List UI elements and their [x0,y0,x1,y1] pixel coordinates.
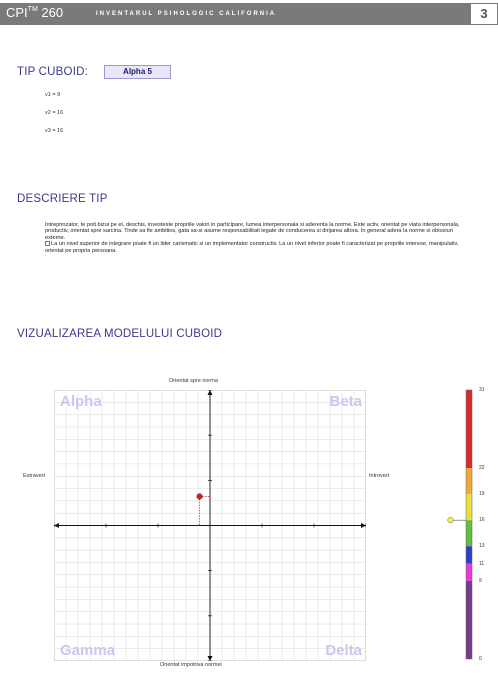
axis-top-label: Orientat spre norma [169,378,218,384]
scale-tick-label: 13 [479,543,485,550]
scale-tick-label: 9 [479,577,482,584]
tip-cuboid-title: TIP CUBOID: [17,66,88,78]
scale-marker [448,517,454,523]
cuboid-chart-svg [54,390,366,661]
scale-band [466,546,472,563]
vizualizare-title: VIZUALIZAREA MODELULUI CUBOID [17,328,223,340]
scale-tick-label: 16 [479,517,485,524]
quadrant-alpha: Alpha [60,393,102,410]
arrow-left-icon [54,523,59,528]
cuboid-chart [54,390,366,661]
scale-band [466,520,472,546]
scale-tick-label: 31 [479,387,485,393]
scale-band [466,390,472,468]
axis-left-label: Extravert [23,473,46,479]
axis-right-label: Introvert [369,473,390,479]
quadrant-gamma: Gamma [60,642,116,659]
quadrant-beta: Beta [329,393,362,410]
description-text [45,222,470,254]
scale-band [466,468,472,494]
description-paragraph-2: La un nivel superior de integrare poate fi un lider carismatic si un implementator constructiv. La un nivel inferior poate fi caracterizat pe propriile interese, manipulativ, orientat pe propria persoana. [45,241,459,254]
tip-cuboid-badge: Alpha 5 [104,65,171,79]
v1-value: v1 = 9 [45,92,61,98]
v3-value: v3 = 16 [45,128,64,134]
page-number: 3 [470,3,498,25]
scale-tick-label: 11 [479,560,485,567]
description-paragraph-1: Intreprinzator, te poti bizui pe el, deschis, investeste propriile valori in participare, lumea interpersonala si aderenta la norme. Este activ, orientat pe viata interpersonala, productiv, orientat spre sarcina. Tinde sa fie ambitios, gata sa-si asume responsabilitati legate de conducerea si dirijarea altora. In general adera la norme si obiceiuri externe. [45,222,460,241]
product-name: CPI™ 260 [6,5,64,20]
page-header [0,3,498,25]
quadrant-delta: Delta [325,642,362,659]
scale-band [466,494,472,520]
scale-band [466,564,472,581]
bullet-icon [45,241,50,246]
header-subtitle: INVENTARUL PSIHOLOGIC CALIFORNIA [96,11,277,17]
descriere-title: DESCRIERE TIP [17,193,108,205]
arrow-right-icon [361,523,366,528]
data-point [197,494,203,500]
scale-tick-label: 19 [479,491,485,498]
arrow-down-icon [208,656,213,661]
scale-band [466,581,472,659]
arrow-up-icon [208,390,213,395]
v2-value: v2 = 16 [45,110,64,116]
scale-tick-label: 22 [479,465,485,472]
scale-tick-label: 0 [479,656,482,662]
level-scale [446,386,486,661]
axis-bottom-label: Orientat impotriva normei [160,662,222,668]
